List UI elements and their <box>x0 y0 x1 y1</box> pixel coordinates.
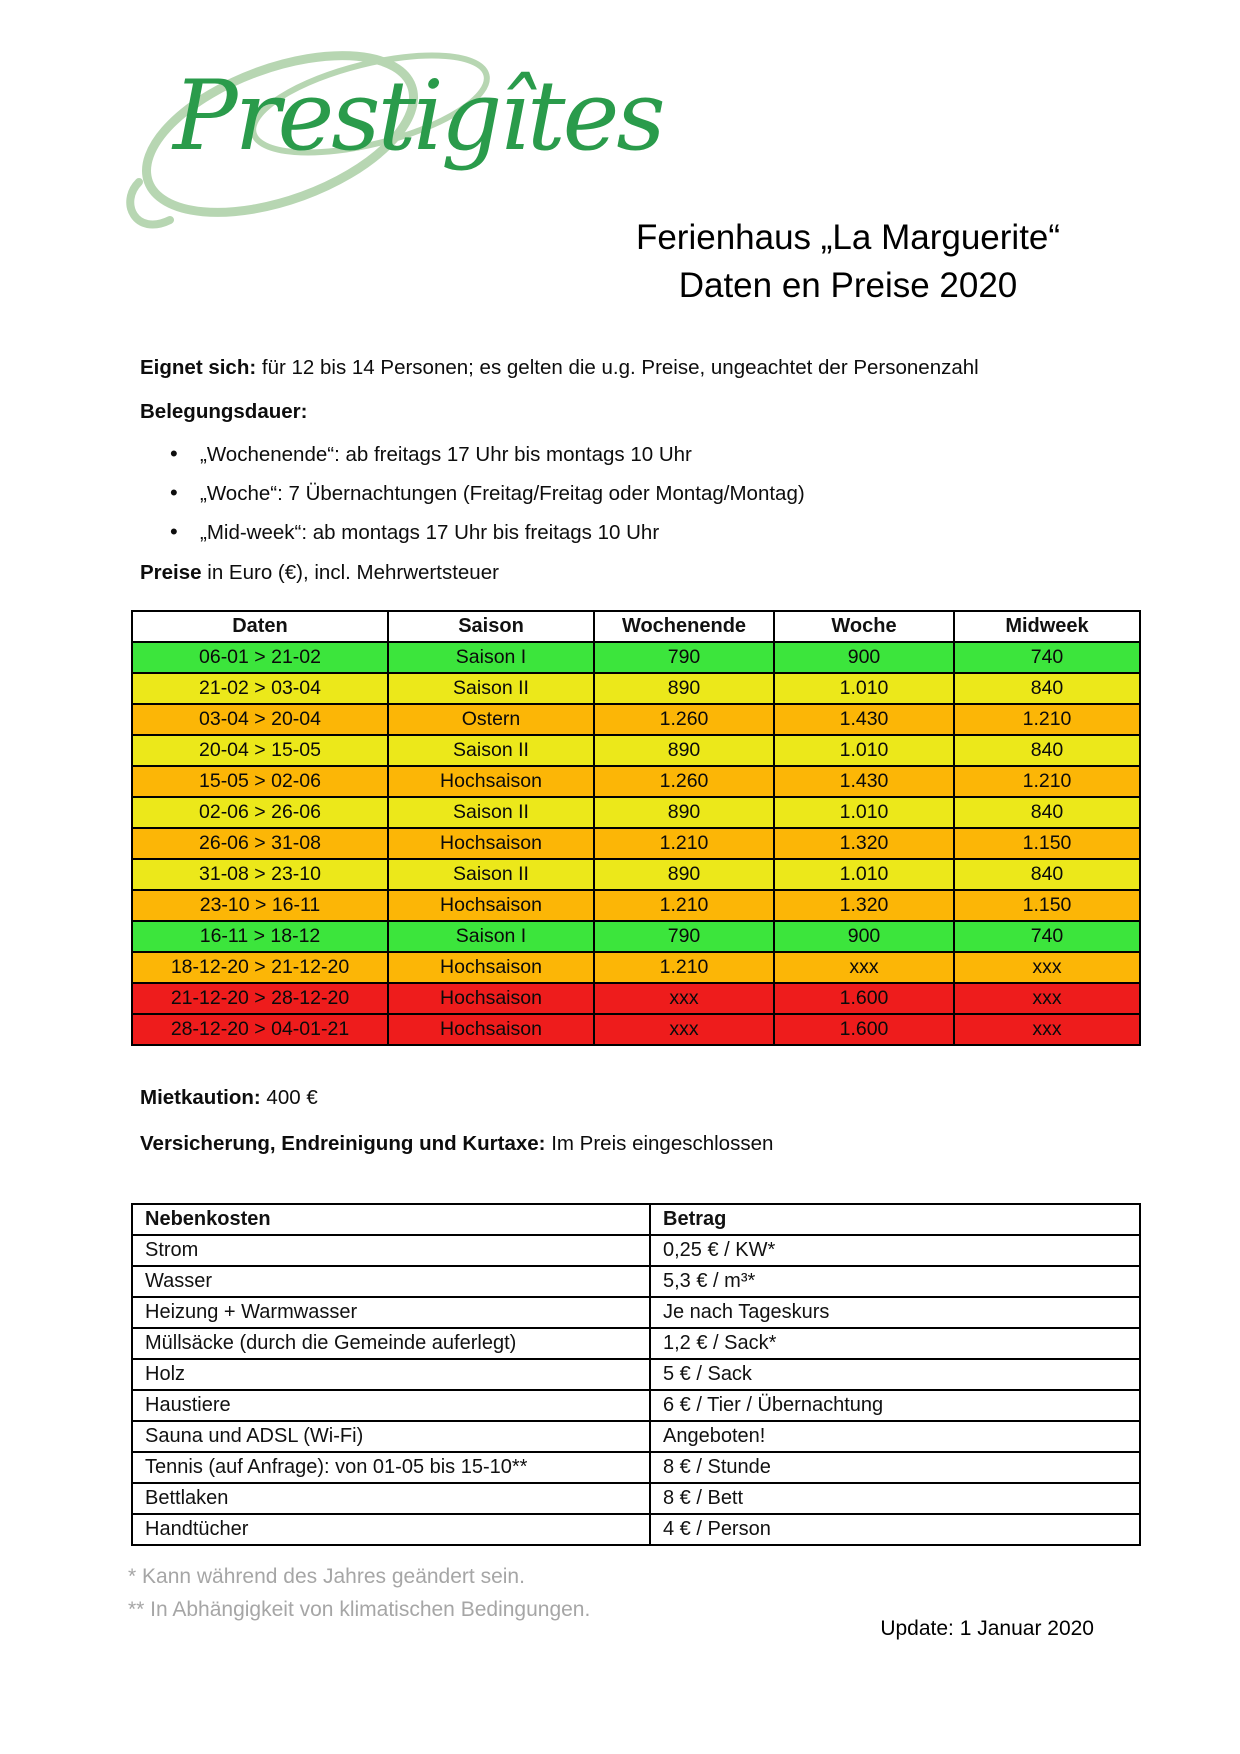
table-cell: Wasser <box>132 1266 650 1297</box>
table-cell: Sauna und ADSL (Wi-Fi) <box>132 1421 650 1452</box>
table-cell: 0,25 € / KW* <box>650 1235 1140 1266</box>
table-cell: 1.430 <box>774 704 954 735</box>
table-cell: 840 <box>954 859 1140 890</box>
costs-table-header-row <box>132 1204 1140 1235</box>
table-row <box>132 1390 1140 1421</box>
table-cell: 890 <box>594 859 774 890</box>
list-item: • „Mid-week“: ab montags 17 Uhr bis freitags 10 Uhr <box>170 519 660 544</box>
table-cell: 1.150 <box>954 828 1140 859</box>
column-header: Wochenende <box>594 611 774 642</box>
table-cell: Saison II <box>388 735 594 766</box>
included-label: Versicherung, Endreinigung und Kurtaxe: <box>140 1132 546 1155</box>
table-row <box>132 921 1140 952</box>
table-cell: Tennis (auf Anfrage): von 01-05 bis 15-10** <box>132 1452 650 1483</box>
table-cell: xxx <box>954 1014 1140 1045</box>
column-header: Nebenkosten <box>132 1204 650 1235</box>
table-row <box>132 704 1140 735</box>
table-cell: 8 € / Stunde <box>650 1452 1140 1483</box>
table-row <box>132 797 1140 828</box>
table-cell: 23-10 > 16-11 <box>132 890 388 921</box>
duration-bullet-list <box>168 442 805 559</box>
table-cell: 1.210 <box>594 890 774 921</box>
page-title <box>556 214 1140 310</box>
column-header: Woche <box>774 611 954 642</box>
table-cell: xxx <box>774 952 954 983</box>
deposit-label: Mietkaution: <box>140 1086 261 1109</box>
table-cell: 1.010 <box>774 797 954 828</box>
table-cell: 1.210 <box>954 766 1140 797</box>
column-header: Midweek <box>954 611 1140 642</box>
table-cell: 4 € / Person <box>650 1514 1140 1545</box>
table-row <box>132 1483 1140 1514</box>
table-cell: 900 <box>774 642 954 673</box>
table-row <box>132 952 1140 983</box>
table-cell: 8 € / Bett <box>650 1483 1140 1514</box>
prices-label: Preise <box>140 561 202 584</box>
included-line <box>140 1132 773 1156</box>
table-cell: 890 <box>594 735 774 766</box>
table-cell: 1.260 <box>594 766 774 797</box>
bullet-icon: • <box>170 519 178 544</box>
deposit-value: 400 € <box>266 1086 318 1109</box>
table-cell: 21-02 > 03-04 <box>132 673 388 704</box>
table-cell: 16-11 > 18-12 <box>132 921 388 952</box>
table-row <box>132 983 1140 1014</box>
table-cell: Saison I <box>388 642 594 673</box>
table-row <box>132 735 1140 766</box>
table-cell: 5,3 € / m³* <box>650 1266 1140 1297</box>
table-cell: xxx <box>954 983 1140 1014</box>
list-item: • „Wochenende“: ab freitags 17 Uhr bis montags 10 Uhr <box>170 441 692 466</box>
bullet-icon: • <box>170 480 178 505</box>
table-cell: 1.010 <box>774 735 954 766</box>
table-row <box>132 1452 1140 1483</box>
table-cell: Heizung + Warmwasser <box>132 1297 650 1328</box>
table-cell: Angeboten! <box>650 1421 1140 1452</box>
table-cell: Müllsäcke (durch die Gemeinde auferlegt) <box>132 1328 650 1359</box>
table-cell: 1.600 <box>774 983 954 1014</box>
table-cell: xxx <box>954 952 1140 983</box>
prices-text: in Euro (€), incl. Mehrwertsteuer <box>207 561 499 584</box>
table-row <box>132 859 1140 890</box>
table-row <box>132 766 1140 797</box>
table-cell: xxx <box>594 1014 774 1045</box>
table-cell: 26-06 > 31-08 <box>132 828 388 859</box>
table-cell: 1,2 € / Sack* <box>650 1328 1140 1359</box>
deposit-line <box>140 1086 318 1110</box>
table-cell: Je nach Tageskurs <box>650 1297 1140 1328</box>
suitable-label: Eignet sich: <box>140 356 257 379</box>
table-row <box>132 1359 1140 1390</box>
table-cell: Handtücher <box>132 1514 650 1545</box>
prestigites-logo <box>115 42 663 242</box>
table-cell: Hochsaison <box>388 766 594 797</box>
table-cell: 900 <box>774 921 954 952</box>
table-cell: 1.150 <box>954 890 1140 921</box>
title-line-1: Ferienhaus „La Marguerite“ <box>635 218 1061 257</box>
table-cell: 1.010 <box>774 673 954 704</box>
table-cell: Haustiere <box>132 1390 650 1421</box>
column-header: Saison <box>388 611 594 642</box>
table-cell: 6 € / Tier / Übernachtung <box>650 1390 1140 1421</box>
costs-table-body <box>132 1235 1140 1545</box>
table-cell: 1.210 <box>594 828 774 859</box>
table-cell: Bettlaken <box>132 1483 650 1514</box>
footnote: ** In Abhängigkeit von klimatischen Bedingungen. <box>128 1598 591 1621</box>
table-cell: 28-12-20 > 04-01-21 <box>132 1014 388 1045</box>
table-cell: 1.320 <box>774 828 954 859</box>
price-table-body <box>132 642 1140 1045</box>
table-cell: 840 <box>954 673 1140 704</box>
table-cell: 15-05 > 02-06 <box>132 766 388 797</box>
table-cell: 790 <box>594 642 774 673</box>
table-row <box>132 1266 1140 1297</box>
table-cell: 740 <box>954 921 1140 952</box>
table-cell: xxx <box>594 983 774 1014</box>
update-note: Update: 1 Januar 2020 <box>880 1617 1094 1640</box>
duration-heading: Belegungsdauer: <box>140 400 308 423</box>
table-cell: Ostern <box>388 704 594 735</box>
costs-table <box>131 1203 1141 1546</box>
table-row <box>132 1328 1140 1359</box>
price-table-header-row <box>132 611 1140 642</box>
price-table <box>131 610 1141 1046</box>
footnote: * Kann während des Jahres geändert sein. <box>128 1565 525 1588</box>
table-cell: 890 <box>594 797 774 828</box>
table-cell: 21-12-20 > 28-12-20 <box>132 983 388 1014</box>
column-header: Betrag <box>650 1204 1140 1235</box>
table-cell: Holz <box>132 1359 650 1390</box>
table-cell: Strom <box>132 1235 650 1266</box>
table-cell: 840 <box>954 797 1140 828</box>
table-cell: 1.010 <box>774 859 954 890</box>
title-line-2: Daten en Preise 2020 <box>678 266 1018 305</box>
table-row <box>132 1235 1140 1266</box>
table-cell: 840 <box>954 735 1140 766</box>
table-row <box>132 1514 1140 1545</box>
table-cell: 5 € / Sack <box>650 1359 1140 1390</box>
table-cell: 1.260 <box>594 704 774 735</box>
table-cell: Saison II <box>388 859 594 890</box>
table-cell: 740 <box>954 642 1140 673</box>
table-cell: 1.320 <box>774 890 954 921</box>
table-cell: 1.210 <box>954 704 1140 735</box>
prices-heading <box>140 561 499 585</box>
suitable-line <box>140 356 979 380</box>
table-row <box>132 673 1140 704</box>
table-row <box>132 642 1140 673</box>
list-item: • „Woche“: 7 Übernachtungen (Freitag/Freitag oder Montag/Montag) <box>170 480 805 505</box>
table-cell: 1.430 <box>774 766 954 797</box>
table-cell: Hochsaison <box>388 952 594 983</box>
table-cell: 1.600 <box>774 1014 954 1045</box>
table-cell: 03-04 > 20-04 <box>132 704 388 735</box>
column-header: Daten <box>132 611 388 642</box>
table-cell: 890 <box>594 673 774 704</box>
suitable-text: für 12 bis 14 Personen; es gelten die u.g. Preise, ungeachtet der Personenzahl <box>261 356 979 379</box>
table-cell: 18-12-20 > 21-12-20 <box>132 952 388 983</box>
table-cell: Hochsaison <box>388 983 594 1014</box>
table-cell: 02-06 > 26-06 <box>132 797 388 828</box>
bullet-icon: • <box>170 441 178 466</box>
table-cell: 20-04 > 15-05 <box>132 735 388 766</box>
included-value: Im Preis eingeschlossen <box>551 1132 774 1155</box>
table-cell: Saison I <box>388 921 594 952</box>
table-cell: 06-01 > 21-02 <box>132 642 388 673</box>
table-cell: Hochsaison <box>388 828 594 859</box>
table-cell: Saison II <box>388 797 594 828</box>
table-row <box>132 1297 1140 1328</box>
table-cell: 1.210 <box>594 952 774 983</box>
table-row <box>132 890 1140 921</box>
table-row <box>132 1014 1140 1045</box>
table-cell: 31-08 > 23-10 <box>132 859 388 890</box>
table-row <box>132 828 1140 859</box>
table-cell: Hochsaison <box>388 1014 594 1045</box>
table-cell: Saison II <box>388 673 594 704</box>
table-cell: 790 <box>594 921 774 952</box>
table-row <box>132 1421 1140 1452</box>
table-cell: Hochsaison <box>388 890 594 921</box>
logo-wordmark: Prestigîtes <box>173 60 663 172</box>
